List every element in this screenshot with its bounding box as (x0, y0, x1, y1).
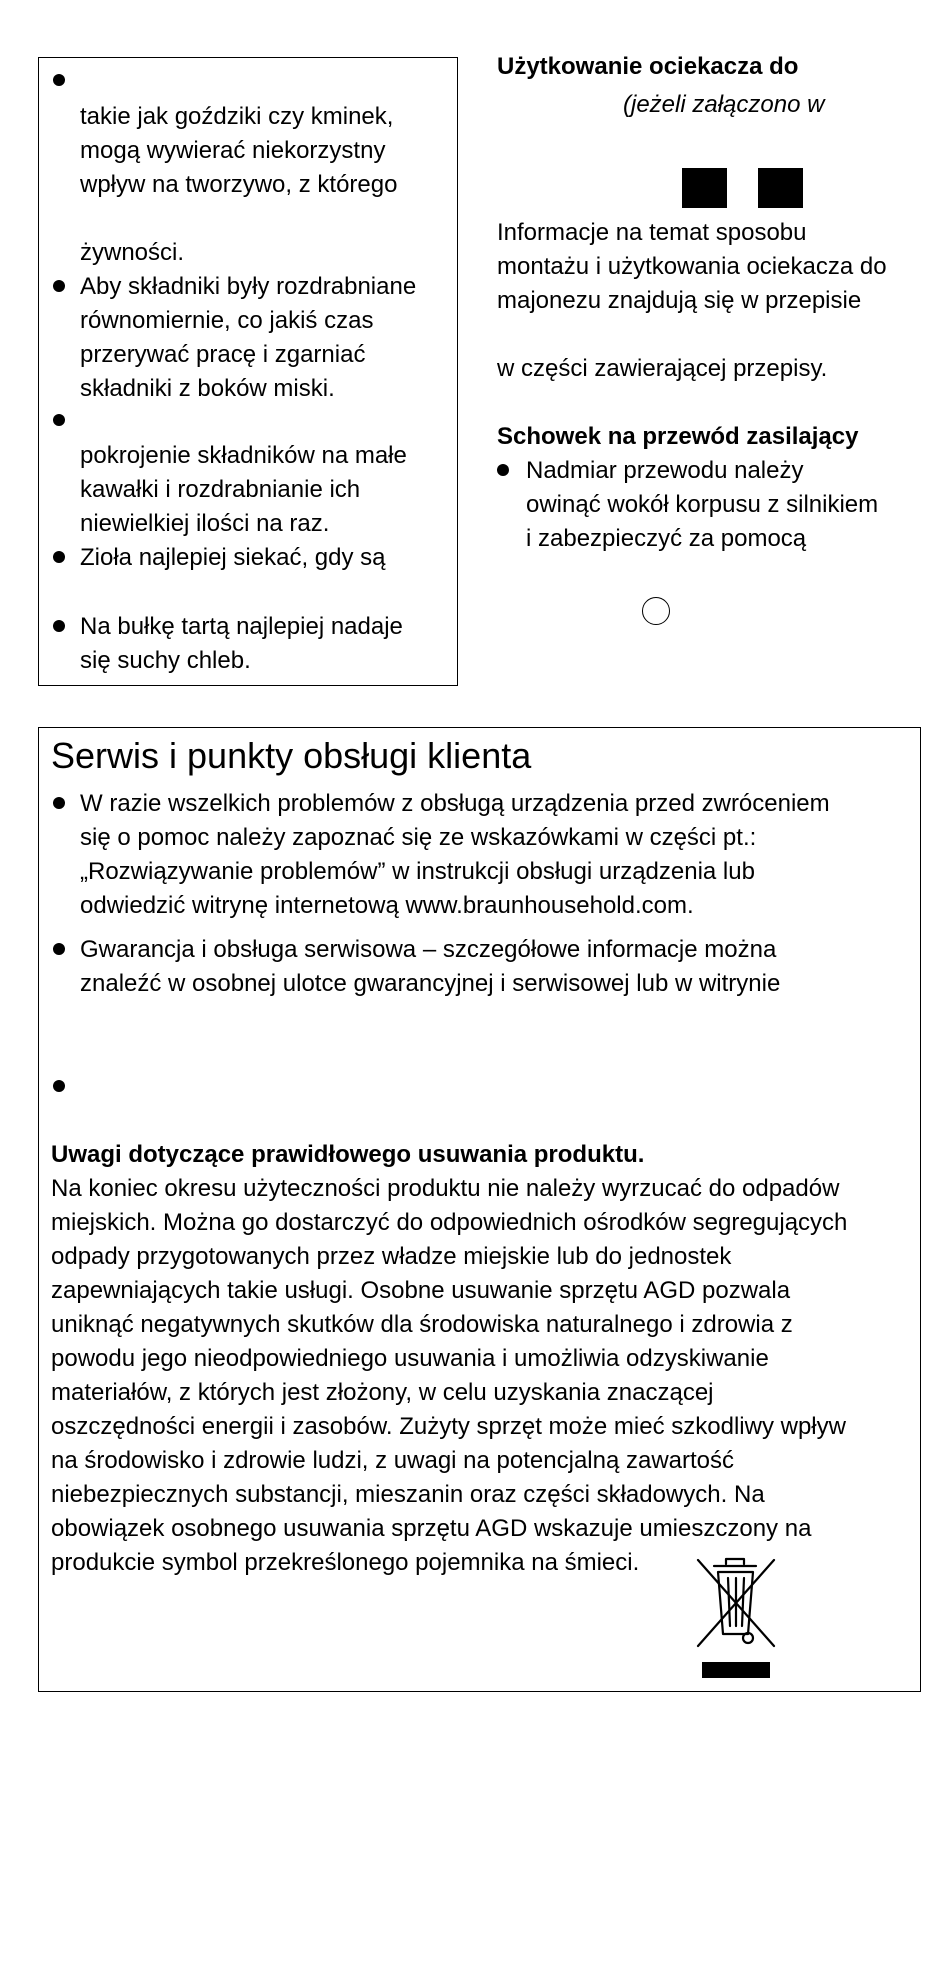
drainer-heading: Użytkowanie ociekacza do (497, 53, 799, 80)
service-text-line: odwiedzić witrynę internetową www.braunhousehold.com. (80, 892, 694, 919)
tips-text-line: takie jak goździki czy kminek, (80, 103, 394, 130)
service-text-line: W razie wszelkich problemów z obsługą urządzenia przed zwróceniem (80, 790, 830, 817)
tips-text-line: kawałki i rozdrabnianie ich (80, 476, 361, 503)
service-text-line: się o pomoc należy zapoznać się ze wskazówkami w części pt.: (80, 824, 757, 851)
disposal-text-line: powodu jego nieodpowiedniego usuwania i umożliwia odzyskiwanie (51, 1345, 769, 1372)
disposal-text-line: uniknąć negatywnych skutków dla środowiska naturalnego i zdrowia z (51, 1311, 793, 1338)
disposal-text-line: zapewniających takie usługi. Osobne usuwanie sprzętu AGD pozwala (51, 1277, 791, 1304)
service-text-line: „Rozwiązywanie problemów” w instrukcji obsługi urządzenia lub (80, 858, 755, 885)
disposal-text-line: miejskich. Można go dostarczyć do odpowiednich ośrodków segregujących (51, 1209, 848, 1236)
cord-text-line: owinąć wokół korpusu z silnikiem (526, 491, 879, 518)
black-square-marker (682, 168, 727, 208)
tips-text-line: Zioła najlepiej siekać, gdy są (80, 544, 386, 571)
drainer-text-line: montażu i użytkowania ociekacza do (497, 253, 887, 280)
disposal-text-line: na środowisko i zdrowie ludzi, z uwagi na potencjalną zawartość (51, 1447, 735, 1474)
tips-text-line: Na bułkę tartą najlepiej nadaje (80, 613, 403, 640)
service-text-line: znaleźć w osobnej ulotce gwarancyjnej i serwisowej lub w witrynie (80, 970, 781, 997)
crossed-out-bin-icon (692, 1554, 780, 1680)
tips-text-line: przerywać pracę i zgarniać (80, 341, 366, 368)
disposal-text-line: materiałów, z których jest złożony, w celu uzyskania znaczącej (51, 1379, 714, 1406)
bullet-marker (53, 551, 65, 563)
service-text-line: Gwarancja i obsługa serwisowa – szczegółowe informacje można (80, 936, 777, 963)
tips-text-line: składniki z boków miski. (80, 375, 335, 402)
disposal-text-line: obowiązek osobnego usuwania sprzętu AGD wskazuje umieszczony na (51, 1515, 812, 1542)
black-square-marker (758, 168, 803, 208)
tips-text-line: niewielkiej ilości na raz. (80, 510, 330, 537)
cord-text-line: Nadmiar przewodu należy (526, 457, 804, 484)
drainer-subheading: (jeżeli załączono w (623, 91, 825, 118)
tips-text-line: się suchy chleb. (80, 647, 251, 674)
disposal-text-line: odpady przygotowanych przez władze miejskie lub do jednostek (51, 1243, 732, 1270)
bullet-marker (53, 797, 65, 809)
cord-storage-heading: Schowek na przewód zasilający (497, 423, 859, 450)
circle-marker-icon (642, 597, 670, 625)
tips-text-line: mogą wywierać niekorzystny (80, 137, 386, 164)
disposal-text-line: produkcie symbol przekreślonego pojemnika na śmieci. (51, 1549, 640, 1576)
bullet-marker (53, 74, 65, 86)
bullet-marker (497, 464, 509, 476)
tips-text-line: równomiernie, co jakiś czas (80, 307, 374, 334)
drainer-text-line: majonezu znajdują się w przepisie (497, 287, 862, 314)
disposal-text-line: Na koniec okresu użyteczności produktu nie należy wyrzucać do odpadów (51, 1175, 840, 1202)
disposal-heading: Uwagi dotyczące prawidłowego usuwania produktu. (51, 1141, 645, 1168)
tips-text-line: żywności. (80, 239, 185, 266)
bullet-marker (53, 943, 65, 955)
drainer-text-line: Informacje na temat sposobu (497, 219, 807, 246)
service-title: Serwis i punkty obsługi klienta (51, 735, 532, 776)
bullet-marker (53, 280, 65, 292)
cord-text-line: i zabezpieczyć za pomocą (526, 525, 807, 552)
bullet-marker (53, 414, 65, 426)
bullet-marker (53, 1080, 65, 1092)
tips-text-line: pokrojenie składników na małe (80, 442, 407, 469)
drainer-text-line: w części zawierającej przepisy. (497, 355, 828, 382)
tips-text-line: wpływ na tworzywo, z którego (80, 171, 398, 198)
disposal-text-line: oszczędności energii i zasobów. Zużyty sprzęt może mieć szkodliwy wpływ (51, 1413, 846, 1440)
disposal-text-line: niebezpiecznych substancji, mieszanin oraz części składowych. Na (51, 1481, 765, 1508)
bullet-marker (53, 620, 65, 632)
tips-text-line: Aby składniki były rozdrabniane (80, 273, 417, 300)
